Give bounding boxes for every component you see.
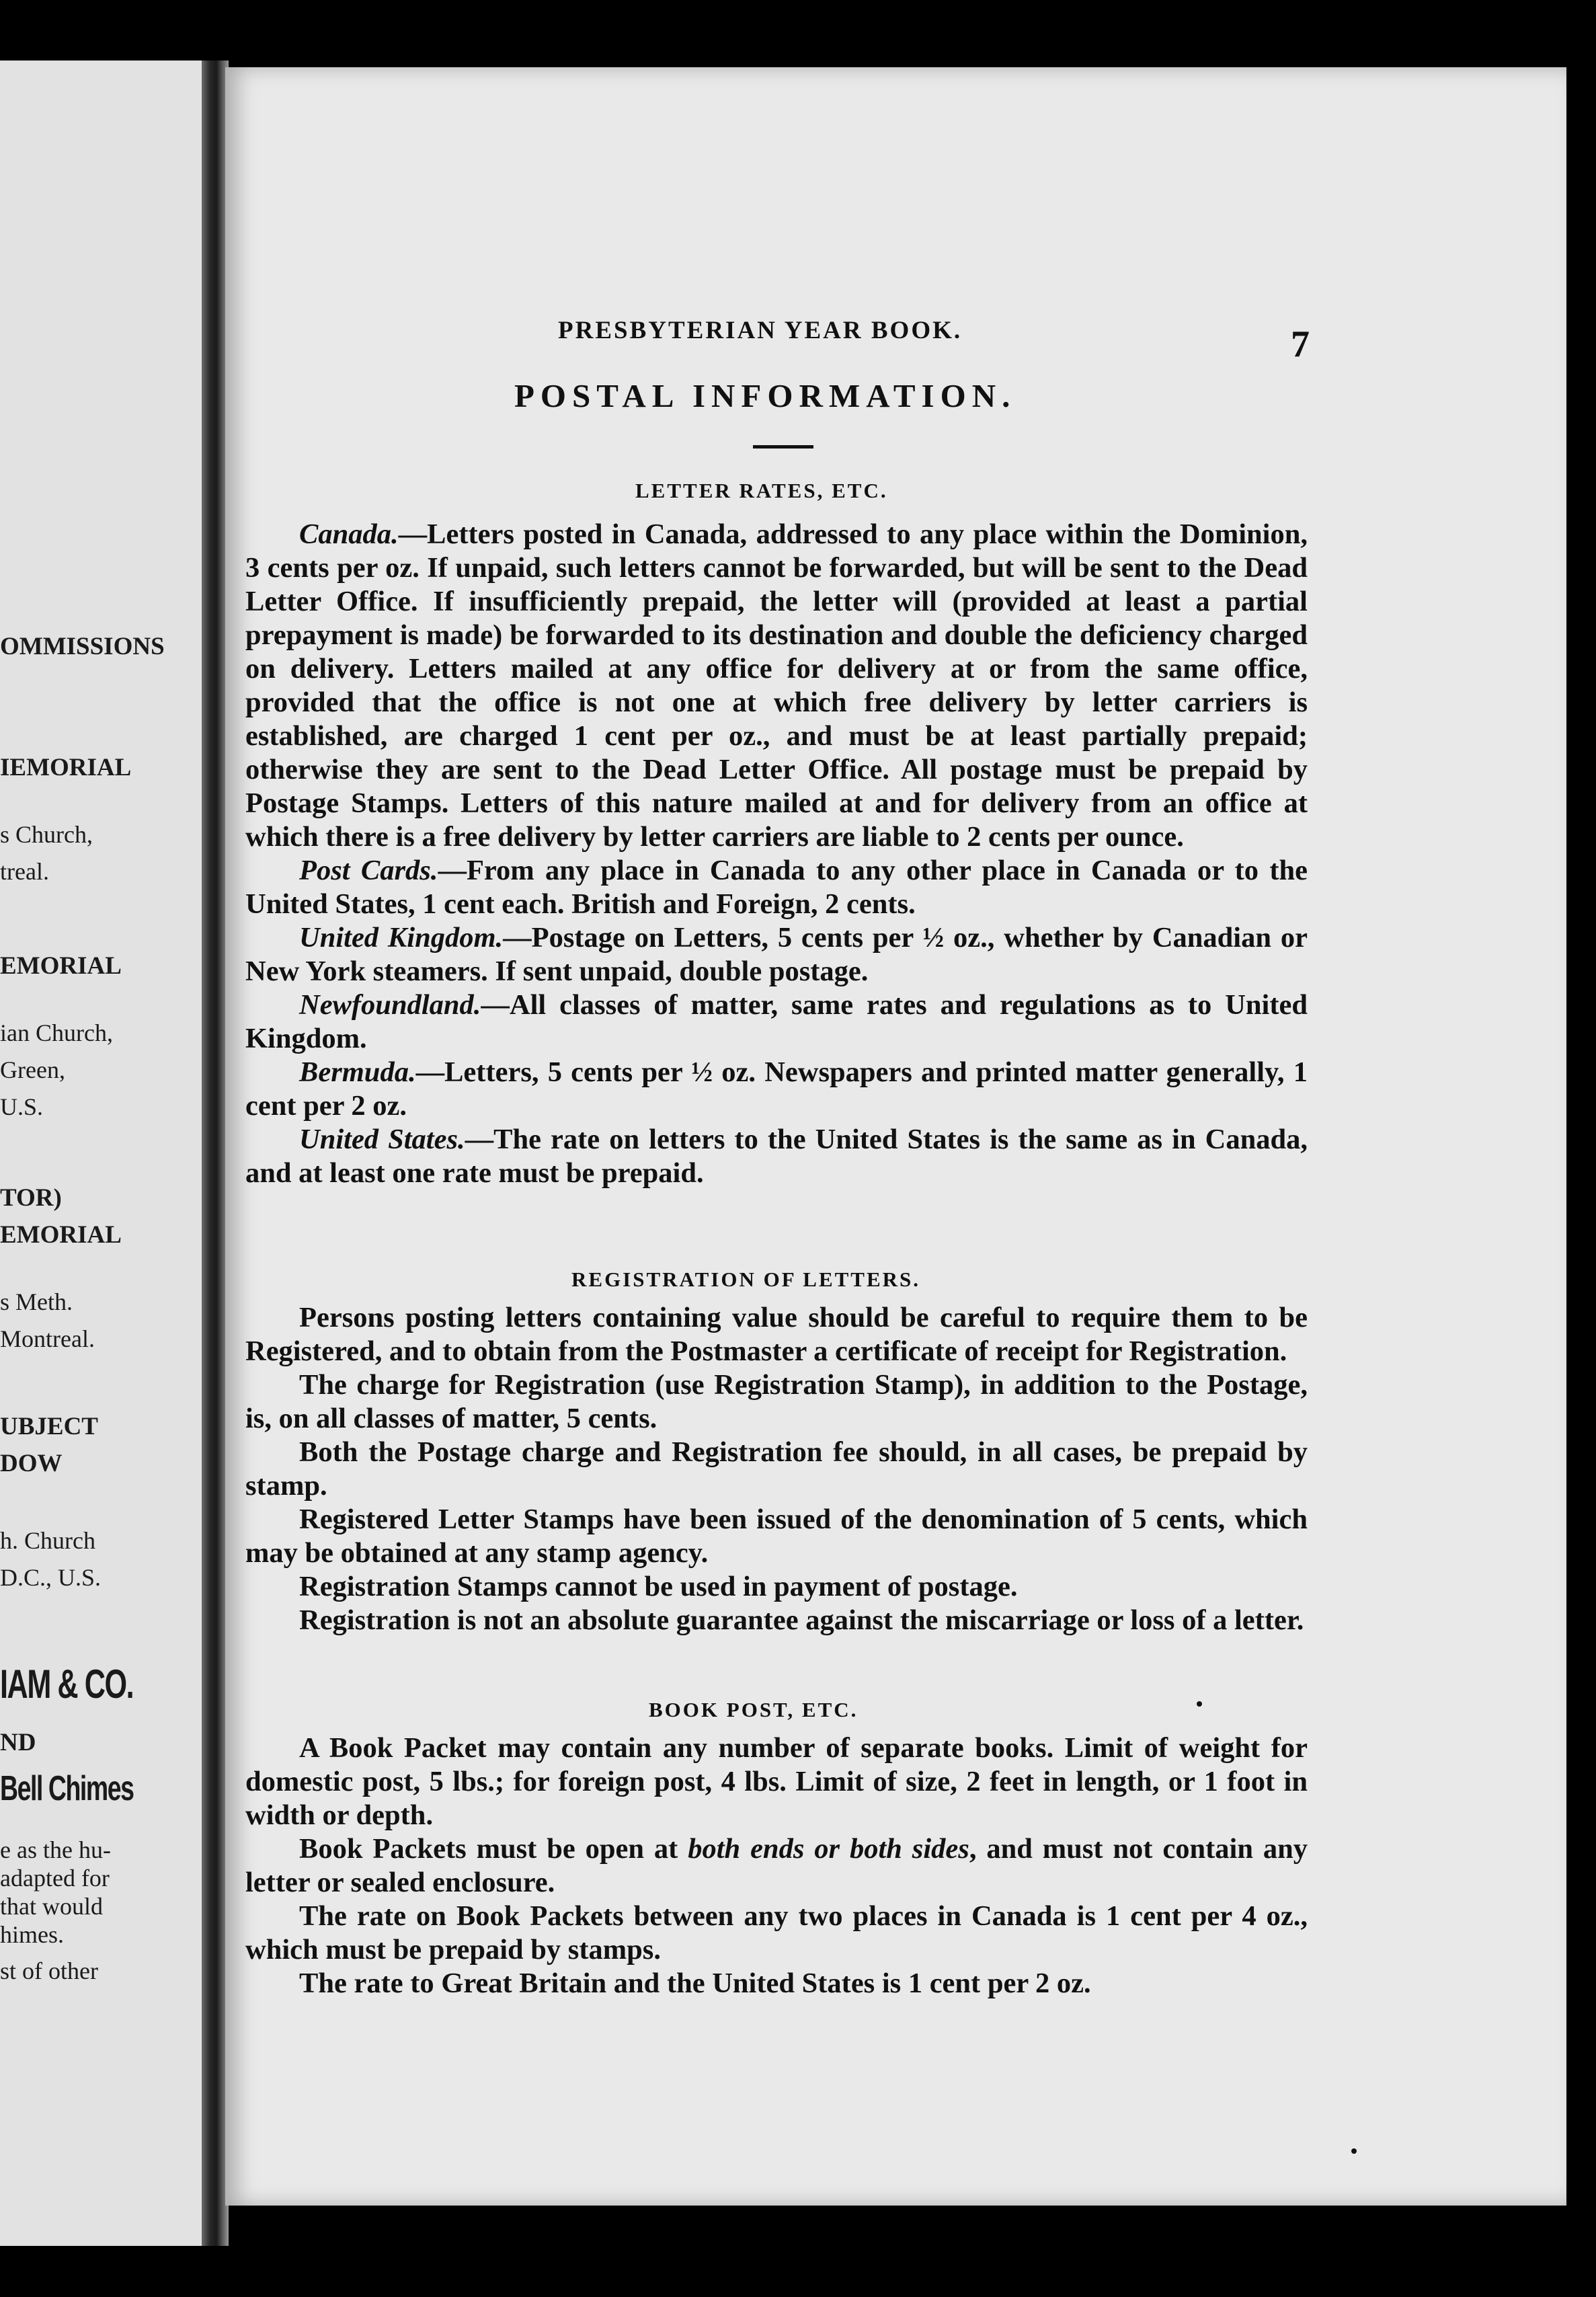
paragraph bbox=[245, 921, 1308, 988]
paragraph-lead: United Kingdom. bbox=[299, 922, 504, 953]
section-heading-letter-rates: LETTER RATES, ETC. bbox=[635, 479, 888, 502]
paragraph-text: —From any place in Canada to any other place in Canada or to the United States, 1 cent each. British and Foreign, 2 cents. bbox=[245, 855, 1308, 920]
paragraph-text: —Letters posted in Canada, addressed to any place within the Dominion, 3 cents per oz. If unpaid, such letters cannot be forwarded, but will be sent to the Dead Letter Office. If insufficiently prepaid, the letter will (provided at least a partial prepayment is made) be forwarded to its destination and double the deficiency charged on delivery. Letters mailed at any office for delivery at or from the same office, provided that the office is not one at which free delivery by letter carriers is established, are charged 1 cent per oz., and must be at least partially prepaid; otherwise they are sent to the Dead Letter Office. All postage must be prepaid by Postage Stamps. Letters of this nature mailed at and for delivery from an office at which there is a free delivery by letter carriers are liable to 2 cents per ounce. bbox=[245, 518, 1308, 853]
book-post-body bbox=[245, 1731, 1308, 2000]
facing-fragment: h. Church bbox=[0, 1527, 95, 1554]
paragraph: The rate to Great Britain and the United States is 1 cent per 2 oz. bbox=[299, 1968, 1091, 1999]
paragraph-text: —Postage on Letters, 5 cents per ½ oz., whether by Canadian or New York steamers. If sent unpaid, double postage. bbox=[245, 922, 1308, 987]
binding-gutter bbox=[202, 61, 229, 2246]
paragraph-lead: Bermuda. bbox=[299, 1056, 416, 1088]
paragraph: A Book Packet may contain any number of separate books. Limit of weight for domestic post, 5 lbs.; for foreign post, 4 lbs. Limit of size, 2 feet in length, or 1 foot in width or depth. bbox=[245, 1732, 1308, 1831]
paragraph-emphasis: both ends or both sides bbox=[688, 1833, 969, 1865]
paragraph-text: —Letters, 5 cents per ½ oz. Newspapers and printed matter generally, 1 cent per 2 oz. bbox=[245, 1056, 1308, 1122]
facing-fragment: UBJECT bbox=[0, 1413, 98, 1440]
paragraph-lead: Post Cards. bbox=[299, 855, 438, 886]
paragraph: Persons posting letters containing value should be careful to require them to be Registered, and to obtain from the Postmaster a certificate of receipt for Registration. bbox=[245, 1302, 1308, 1367]
registration-body bbox=[245, 1301, 1308, 1637]
facing-fragment: Green, bbox=[0, 1056, 65, 1083]
facing-fragment: treal. bbox=[0, 858, 49, 885]
facing-fragment: e as the hu- bbox=[0, 1836, 111, 1863]
paragraph bbox=[245, 854, 1308, 921]
stray-mark bbox=[1351, 2148, 1357, 2154]
page-number: 7 bbox=[1291, 323, 1310, 365]
facing-fragment: EMORIAL bbox=[0, 952, 122, 980]
facing-fragment: OMMISSIONS bbox=[0, 633, 165, 660]
facing-fragment: st of other bbox=[0, 1957, 98, 1984]
facing-fragment: Montreal. bbox=[0, 1325, 95, 1352]
facing-fragment: Bell Chimes bbox=[0, 1769, 134, 1808]
paragraph-lead: Newfoundland. bbox=[299, 989, 481, 1021]
stray-mark bbox=[1197, 1701, 1202, 1707]
paragraph-text: —All classes of matter, same rates and regulations as to United Kingdom. bbox=[245, 989, 1308, 1054]
facing-fragment: adapted for bbox=[0, 1865, 110, 1892]
facing-fragment: s Church, bbox=[0, 821, 93, 848]
paragraph bbox=[245, 518, 1308, 854]
paragraph bbox=[245, 1832, 1308, 1900]
facing-fragment: IEMORIAL bbox=[0, 754, 132, 781]
facing-fragment: TOR) bbox=[0, 1184, 62, 1212]
facing-fragment: ND bbox=[0, 1729, 36, 1756]
paragraph bbox=[245, 988, 1308, 1056]
facing-fragment: ian Church, bbox=[0, 1019, 113, 1046]
section-heading-book-post: BOOK POST, ETC. bbox=[649, 1698, 859, 1721]
paragraph bbox=[245, 1123, 1308, 1190]
page-title: POSTAL INFORMATION. bbox=[514, 377, 1016, 414]
paragraph: Both the Postage charge and Registration fee should, in all cases, be prepaid by stamp. bbox=[245, 1436, 1308, 1502]
title-rule bbox=[753, 445, 813, 449]
facing-page bbox=[0, 61, 202, 2246]
paragraph bbox=[245, 1056, 1308, 1123]
facing-fragment: U.S. bbox=[0, 1093, 44, 1120]
facing-fragment: that would bbox=[0, 1893, 103, 1920]
paragraph: The rate on Book Packets between any two places in Canada is 1 cent per 4 oz., which must be prepaid by stamps. bbox=[245, 1900, 1308, 1965]
letter-rates-body bbox=[245, 518, 1308, 1190]
paragraph-lead: United States. bbox=[299, 1124, 465, 1155]
facing-fragment: himes. bbox=[0, 1921, 64, 1948]
paragraph-text: Book Packets must be open at bbox=[299, 1833, 688, 1865]
paragraph-lead: Canada. bbox=[299, 518, 399, 550]
paragraph: Registration is not an absolute guarantee against the miscarriage or loss of a letter. bbox=[299, 1604, 1304, 1636]
facing-fragment: IAM & CO. bbox=[0, 1662, 134, 1707]
running-title: PRESBYTERIAN YEAR BOOK. bbox=[558, 317, 963, 344]
paragraph-text: , and must not contain any letter or sealed enclosure. bbox=[245, 1833, 1308, 1898]
facing-fragment: EMORIAL bbox=[0, 1221, 122, 1249]
paragraph: Registration Stamps cannot be used in payment of postage. bbox=[299, 1571, 1018, 1602]
section-heading-registration: REGISTRATION OF LETTERS. bbox=[571, 1268, 921, 1291]
facing-fragment: s Meth. bbox=[0, 1288, 73, 1315]
facing-fragment: D.C., U.S. bbox=[0, 1564, 102, 1591]
facing-fragment: DOW bbox=[0, 1450, 63, 1477]
paragraph: The charge for Registration (use Registration Stamp), in addition to the Postage, is, on all classes of matter, 5 cents. bbox=[245, 1369, 1308, 1434]
paragraph-text: —The rate on letters to the United States is the same as in Canada, and at least one rate must be prepaid. bbox=[245, 1124, 1308, 1189]
paragraph: Registered Letter Stamps have been issued of the denomination of 5 cents, which may be obtained at any stamp agency. bbox=[245, 1504, 1308, 1569]
